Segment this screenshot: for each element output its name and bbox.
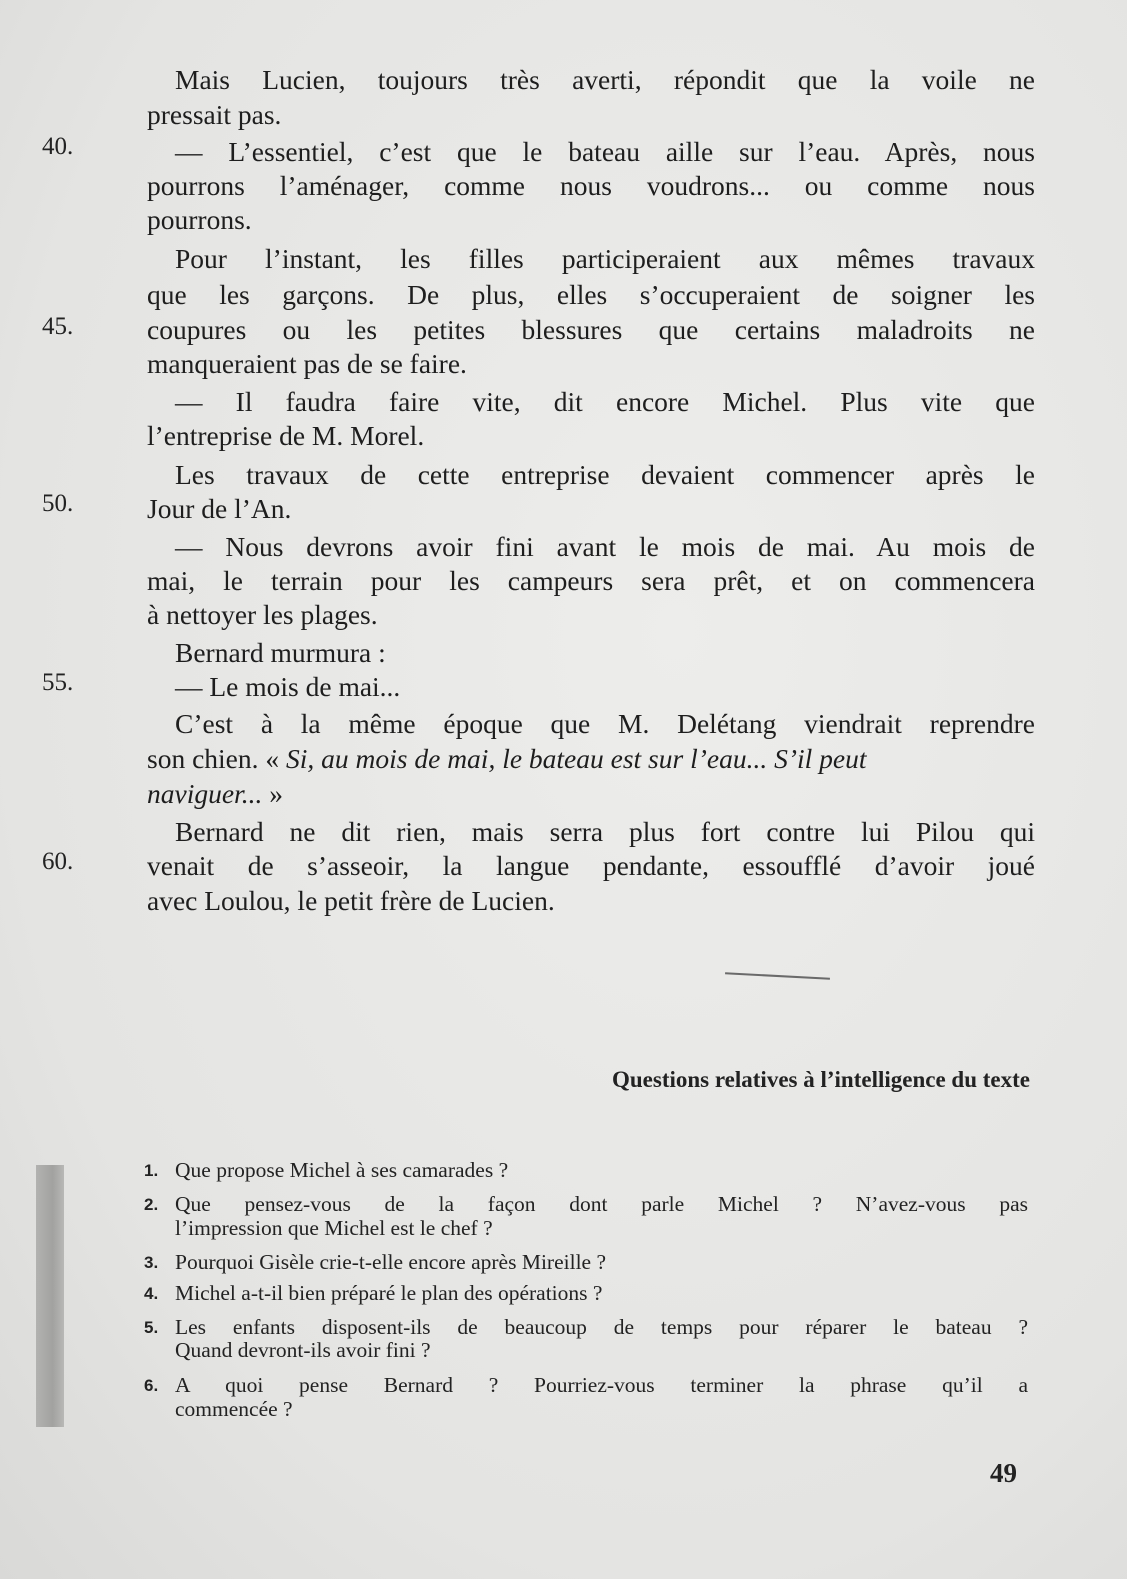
- line-number: 40.: [42, 133, 74, 160]
- page-number: 49: [990, 1458, 1017, 1488]
- question-number: 3.: [144, 1253, 159, 1272]
- question-text: commencée ?: [175, 1397, 293, 1421]
- text-line: à nettoyer les plages.: [147, 599, 378, 630]
- question-number: 4.: [144, 1284, 159, 1303]
- question-text: Michel a-t-il bien préparé le plan des opérations ?: [175, 1281, 603, 1305]
- question-number: 1.: [144, 1161, 159, 1180]
- text-line-mixed: [147, 742, 1035, 777]
- question-text: l’impression que Michel est le chef ?: [175, 1216, 493, 1240]
- text-line: pourrons l’aménager, comme nous voudrons... ou comme nous: [147, 170, 1035, 201]
- text-line: l’entreprise de M. Morel.: [147, 420, 425, 451]
- questions-title: Questions relatives à l’intelligence du texte: [612, 1067, 1030, 1092]
- question-text: Que pensez-vous de la façon dont parle Michel ? N’avez-vous pas: [175, 1192, 1028, 1216]
- text-segment: son chien. «: [147, 743, 287, 774]
- margin-bar: [36, 1165, 64, 1427]
- text-line: Les travaux de cette entreprise devaient commencer après le: [175, 459, 1035, 490]
- question-text: Pourquoi Gisèle crie-t-elle encore après Mireille ?: [175, 1250, 607, 1274]
- text-line: Mais Lucien, toujours très averti, répondit que la voile ne: [175, 64, 1035, 95]
- line-number: 60.: [42, 848, 74, 875]
- question-number: 6.: [144, 1376, 159, 1395]
- question-text: Que propose Michel à ses camarades ?: [175, 1158, 509, 1182]
- text-line: avec Loulou, le petit frère de Lucien.: [147, 885, 555, 916]
- italic-quote: Si, au mois de mai, le bateau est sur l’eau... S’il peut: [286, 743, 867, 774]
- text-line: Bernard murmura :: [175, 637, 386, 668]
- text-line: venait de s’asseoir, la langue pendante, essoufflé d’avoir joué: [147, 850, 1035, 881]
- text-line-mixed: [147, 777, 1035, 812]
- text-line: Pour l’instant, les filles participeraient aux mêmes travaux: [175, 243, 1035, 274]
- text-line: coupures ou les petites blessures que certains maladroits ne: [147, 314, 1035, 345]
- section-divider: [725, 972, 830, 979]
- question-number: 5.: [144, 1318, 159, 1337]
- text-line: — Le mois de mai...: [175, 671, 401, 702]
- question-text: Les enfants disposent-ils de beaucoup de temps pour réparer le bateau ?: [175, 1315, 1028, 1339]
- text-line: que les garçons. De plus, elles s’occuperaient de soigner les: [147, 279, 1035, 310]
- text-segment: »: [262, 778, 283, 809]
- text-line: Jour de l’An.: [147, 493, 292, 524]
- text-line: pourrons.: [147, 204, 252, 235]
- question-text: A quoi pense Bernard ? Pourriez-vous terminer la phrase qu’il a: [175, 1373, 1028, 1397]
- text-line: — Nous devrons avoir fini avant le mois de mai. Au mois de: [175, 531, 1035, 562]
- text-line: mai, le terrain pour les campeurs sera prêt, et on commencera: [147, 565, 1035, 596]
- question-number: 2.: [144, 1195, 159, 1214]
- text-line: manqueraient pas de se faire.: [147, 348, 467, 379]
- text-line: Bernard ne dit rien, mais serra plus fort contre lui Pilou qui: [175, 816, 1035, 847]
- text-line: — Il faudra faire vite, dit encore Michel. Plus vite que: [175, 386, 1035, 417]
- text-line: pressait pas.: [147, 99, 282, 130]
- text-line: — L’essentiel, c’est que le bateau aille sur l’eau. Après, nous: [175, 136, 1035, 167]
- line-number: 55.: [42, 669, 74, 696]
- question-text: Quand devront-ils avoir fini ?: [175, 1338, 431, 1362]
- text-line: C’est à la même époque que M. Delétang viendrait reprendre: [175, 708, 1035, 739]
- line-number: 45.: [42, 313, 74, 340]
- italic-quote: naviguer...: [147, 778, 263, 809]
- line-number: 50.: [42, 490, 74, 517]
